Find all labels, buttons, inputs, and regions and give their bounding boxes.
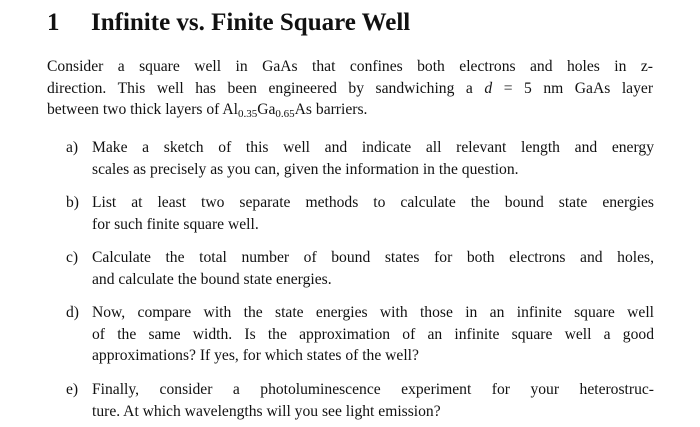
question-line: approximations? If yes, for which states of the well? [92,347,419,365]
section-title: Infinite vs. Finite Square Well [91,9,411,36]
question-marker: c) [66,249,79,266]
question-line: of the same width. Is the approximation of an infinite square well a good [92,325,654,343]
question-text [92,192,654,235]
question-line: Make a sketch of this well and indicate all relevant length and energy [92,139,654,156]
intro-line-2 [47,78,653,100]
question-marker: b) [66,194,79,211]
well-width-value: = 5 nm GaAs layer [492,79,654,97]
question-line: Finally, consider a photoluminescence experiment for your heterostruc- [92,381,654,398]
section-heading [47,6,410,40]
question-line: for such finite square well. [92,215,259,233]
section-number: 1 [47,9,60,36]
question-line: and calculate the bound state energies. [92,270,332,288]
question-text [92,137,654,180]
intro-line-2-text: direction. This well has been engineered by sandwiching a [47,79,485,97]
question-marker: d) [66,304,79,321]
ga-fraction: 0.65 [275,108,295,121]
intro-line-3-text: between two thick layers of Al [47,101,238,119]
ga-symbol: Ga [257,101,276,119]
question-line: List at least two separate methods to calculate the bound state energies [92,194,654,211]
question-marker: e) [66,381,79,398]
question-text [92,247,654,290]
question-line: Calculate the total number of bound states for both electrons and holes, [92,249,654,266]
question-line: Now, compare with the state energies with those in an infinite square well [92,304,654,321]
intro-line-3-end: As barriers. [294,101,368,119]
intro-paragraph [47,56,653,121]
well-width-variable: d [484,79,493,97]
intro-line-3 [47,99,653,121]
question-text [92,302,654,367]
question-line: ture. At which wavelengths will you see light emission? [92,402,441,420]
al-fraction: 0.35 [237,108,258,121]
question-marker: a) [66,139,79,156]
question-text [92,379,654,422]
question-line: scales as precisely as you can, given the information in the question. [92,160,519,178]
intro-line-1: Consider a square well in GaAs that confines both electrons and holes in z- [47,58,653,75]
